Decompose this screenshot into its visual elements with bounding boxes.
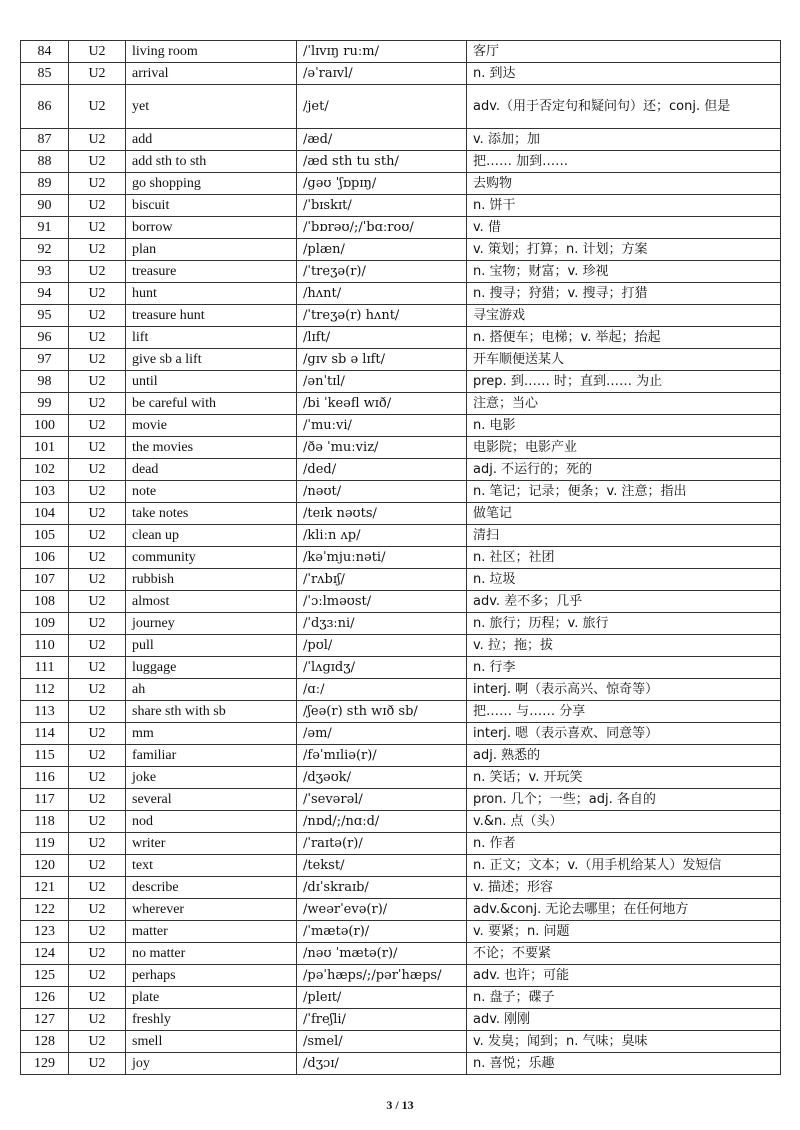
entry-number: 128 [21, 1031, 69, 1053]
entry-phonetic: /nəʊt/ [297, 481, 467, 503]
entry-number: 127 [21, 1009, 69, 1031]
entry-unit: U2 [69, 833, 126, 855]
entry-word: several [126, 789, 297, 811]
table-row [21, 569, 781, 591]
entry-number: 91 [21, 217, 69, 239]
table-row [21, 195, 781, 217]
table-row [21, 481, 781, 503]
table-row [21, 547, 781, 569]
table-row [21, 921, 781, 943]
entry-meaning: adj. 不运行的；死的 [467, 459, 781, 481]
entry-word: joy [126, 1053, 297, 1075]
entry-word: clean up [126, 525, 297, 547]
entry-meaning: n. 喜悦；乐趣 [467, 1053, 781, 1075]
entry-number: 99 [21, 393, 69, 415]
entry-unit: U2 [69, 855, 126, 877]
entry-phonetic: /ˈbɪskɪt/ [297, 195, 467, 217]
entry-meaning: 不论；不要紧 [467, 943, 781, 965]
table-row [21, 657, 781, 679]
entry-phonetic: /ðə ˈmuːviz/ [297, 437, 467, 459]
entry-meaning: 开车顺便送某人 [467, 349, 781, 371]
entry-unit: U2 [69, 921, 126, 943]
entry-meaning: n. 行李 [467, 657, 781, 679]
table-row [21, 503, 781, 525]
entry-phonetic: /ˈmætə(r)/ [297, 921, 467, 943]
entry-word: lift [126, 327, 297, 349]
entry-meaning: v. 添加；加 [467, 129, 781, 151]
entry-word: add [126, 129, 297, 151]
entry-meaning: pron. 几个；一些；adj. 各自的 [467, 789, 781, 811]
entry-phonetic: /nəʊ ˈmætə(r)/ [297, 943, 467, 965]
entry-unit: U2 [69, 283, 126, 305]
entry-number: 103 [21, 481, 69, 503]
entry-phonetic: /tekst/ [297, 855, 467, 877]
entry-unit: U2 [69, 261, 126, 283]
entry-phonetic: /ˈraɪtə(r)/ [297, 833, 467, 855]
entry-word: add sth to sth [126, 151, 297, 173]
table-row [21, 789, 781, 811]
entry-phonetic: /bi ˈkeəfl wɪð/ [297, 393, 467, 415]
entry-phonetic: /ˈbɒrəʊ/;/ˈbɑːroʊ/ [297, 217, 467, 239]
entry-word: treasure [126, 261, 297, 283]
entry-number: 92 [21, 239, 69, 261]
table-row [21, 129, 781, 151]
entry-phonetic: /kliːn ʌp/ [297, 525, 467, 547]
entry-unit: U2 [69, 151, 126, 173]
entry-meaning: n. 搭便车；电梯；v. 举起；抬起 [467, 327, 781, 349]
entry-number: 87 [21, 129, 69, 151]
entry-phonetic: /æd/ [297, 129, 467, 151]
table-row [21, 855, 781, 877]
entry-word: community [126, 547, 297, 569]
entry-meaning: adv. 差不多；几乎 [467, 591, 781, 613]
entry-word: give sb a lift [126, 349, 297, 371]
entry-phonetic: /dɪˈskraɪb/ [297, 877, 467, 899]
entry-unit: U2 [69, 1053, 126, 1075]
entry-meaning: adv.（用于否定句和疑问句）还；conj. 但是 [467, 85, 781, 129]
entry-meaning: 做笔记 [467, 503, 781, 525]
vocabulary-table [20, 40, 781, 1075]
table-row [21, 393, 781, 415]
table-row [21, 767, 781, 789]
table-row [21, 437, 781, 459]
table-row [21, 85, 781, 129]
entry-unit: U2 [69, 437, 126, 459]
entry-word: hunt [126, 283, 297, 305]
entry-unit: U2 [69, 1009, 126, 1031]
entry-phonetic: /ˈdʒɜːni/ [297, 613, 467, 635]
table-row [21, 899, 781, 921]
table-row [21, 1031, 781, 1053]
entry-meaning: 电影院；电影产业 [467, 437, 781, 459]
entry-meaning: adj. 熟悉的 [467, 745, 781, 767]
entry-word: biscuit [126, 195, 297, 217]
table-row [21, 965, 781, 987]
entry-meaning: adv.&conj. 无论去哪里；在任何地方 [467, 899, 781, 921]
entry-meaning: n. 笔记；记录；便条；v. 注意；指出 [467, 481, 781, 503]
table-row [21, 371, 781, 393]
entry-meaning: 注意；当心 [467, 393, 781, 415]
entry-phonetic: /smel/ [297, 1031, 467, 1053]
entry-number: 89 [21, 173, 69, 195]
entry-word: pull [126, 635, 297, 657]
entry-word: writer [126, 833, 297, 855]
entry-unit: U2 [69, 569, 126, 591]
table-row [21, 525, 781, 547]
entry-number: 86 [21, 85, 69, 129]
entry-number: 108 [21, 591, 69, 613]
entry-number: 90 [21, 195, 69, 217]
entry-word: describe [126, 877, 297, 899]
entry-word: treasure hunt [126, 305, 297, 327]
entry-meaning: n. 旅行；历程；v. 旅行 [467, 613, 781, 635]
entry-number: 122 [21, 899, 69, 921]
entry-unit: U2 [69, 547, 126, 569]
entry-phonetic: /ˈrʌbɪʃ/ [297, 569, 467, 591]
entry-number: 123 [21, 921, 69, 943]
entry-number: 111 [21, 657, 69, 679]
entry-unit: U2 [69, 393, 126, 415]
entry-meaning: 寻宝游戏 [467, 305, 781, 327]
entry-unit: U2 [69, 481, 126, 503]
table-row [21, 1009, 781, 1031]
entry-phonetic: /pəˈhæps/;/pərˈhæps/ [297, 965, 467, 987]
entry-unit: U2 [69, 591, 126, 613]
entry-unit: U2 [69, 195, 126, 217]
entry-unit: U2 [69, 459, 126, 481]
entry-word: text [126, 855, 297, 877]
entry-meaning: v. 拉；拖；拔 [467, 635, 781, 657]
table-row [21, 877, 781, 899]
entry-unit: U2 [69, 811, 126, 833]
entry-unit: U2 [69, 415, 126, 437]
entry-phonetic: /ənˈtɪl/ [297, 371, 467, 393]
entry-meaning: v. 借 [467, 217, 781, 239]
entry-meaning: adv. 也许；可能 [467, 965, 781, 987]
entry-word: journey [126, 613, 297, 635]
entry-number: 112 [21, 679, 69, 701]
entry-unit: U2 [69, 899, 126, 921]
entry-word: be careful with [126, 393, 297, 415]
entry-number: 121 [21, 877, 69, 899]
table-row [21, 41, 781, 63]
entry-meaning: n. 到达 [467, 63, 781, 85]
entry-number: 113 [21, 701, 69, 723]
entry-word: borrow [126, 217, 297, 239]
entry-meaning: interj. 嗯（表示喜欢、同意等） [467, 723, 781, 745]
entry-meaning: v. 策划；打算；n. 计划；方案 [467, 239, 781, 261]
table-row [21, 613, 781, 635]
entry-word: no matter [126, 943, 297, 965]
entry-phonetic: /dʒəʊk/ [297, 767, 467, 789]
entry-word: plan [126, 239, 297, 261]
entry-meaning: n. 正文；文本；v.（用手机给某人）发短信 [467, 855, 781, 877]
entry-phonetic: /hʌnt/ [297, 283, 467, 305]
entry-number: 125 [21, 965, 69, 987]
entry-meaning: v.&n. 点（头） [467, 811, 781, 833]
entry-word: matter [126, 921, 297, 943]
entry-meaning: 去购物 [467, 173, 781, 195]
entry-phonetic: /ˈɔːlməʊst/ [297, 591, 467, 613]
table-row [21, 151, 781, 173]
entry-word: take notes [126, 503, 297, 525]
entry-number: 94 [21, 283, 69, 305]
entry-word: until [126, 371, 297, 393]
entry-number: 107 [21, 569, 69, 591]
entry-word: mm [126, 723, 297, 745]
entry-unit: U2 [69, 657, 126, 679]
entry-word: luggage [126, 657, 297, 679]
entry-meaning: 清扫 [467, 525, 781, 547]
entry-unit: U2 [69, 85, 126, 129]
table-row [21, 261, 781, 283]
table-row [21, 305, 781, 327]
entry-phonetic: /ɑː/ [297, 679, 467, 701]
entry-phonetic: /teɪk nəʊts/ [297, 503, 467, 525]
entry-unit: U2 [69, 987, 126, 1009]
entry-word: almost [126, 591, 297, 613]
table-row [21, 217, 781, 239]
entry-phonetic: /əm/ [297, 723, 467, 745]
entry-meaning: adv. 刚刚 [467, 1009, 781, 1031]
entry-meaning: n. 电影 [467, 415, 781, 437]
entry-number: 95 [21, 305, 69, 327]
entry-phonetic: /əˈraɪvl/ [297, 63, 467, 85]
entry-unit: U2 [69, 635, 126, 657]
entry-number: 85 [21, 63, 69, 85]
entry-number: 110 [21, 635, 69, 657]
entry-number: 126 [21, 987, 69, 1009]
entry-meaning: n. 社区；社团 [467, 547, 781, 569]
entry-phonetic: /ded/ [297, 459, 467, 481]
entry-unit: U2 [69, 701, 126, 723]
entry-phonetic: /pleɪt/ [297, 987, 467, 1009]
entry-number: 118 [21, 811, 69, 833]
entry-word: share sth with sb [126, 701, 297, 723]
entry-word: plate [126, 987, 297, 1009]
entry-word: the movies [126, 437, 297, 459]
entry-unit: U2 [69, 679, 126, 701]
entry-word: smell [126, 1031, 297, 1053]
entry-number: 124 [21, 943, 69, 965]
table-row [21, 63, 781, 85]
table-row [21, 745, 781, 767]
entry-unit: U2 [69, 173, 126, 195]
entry-unit: U2 [69, 965, 126, 987]
entry-number: 98 [21, 371, 69, 393]
entry-number: 101 [21, 437, 69, 459]
entry-unit: U2 [69, 789, 126, 811]
entry-phonetic: /weərˈevə(r)/ [297, 899, 467, 921]
entry-phonetic: /ˈtreʒə(r) hʌnt/ [297, 305, 467, 327]
entry-unit: U2 [69, 129, 126, 151]
entry-word: joke [126, 767, 297, 789]
entry-word: living room [126, 41, 297, 63]
table-row [21, 679, 781, 701]
entry-word: freshly [126, 1009, 297, 1031]
entry-number: 106 [21, 547, 69, 569]
entry-number: 84 [21, 41, 69, 63]
page-number: 3 / 13 [386, 1098, 414, 1112]
table-row [21, 811, 781, 833]
entry-meaning: 客厅 [467, 41, 781, 63]
entry-number: 117 [21, 789, 69, 811]
entry-unit: U2 [69, 525, 126, 547]
entry-phonetic: /fəˈmɪliə(r)/ [297, 745, 467, 767]
entry-word: go shopping [126, 173, 297, 195]
entry-meaning: n. 饼干 [467, 195, 781, 217]
vocabulary-table-body [21, 41, 781, 1075]
entry-word: movie [126, 415, 297, 437]
entry-meaning: interj. 啊（表示高兴、惊奇等） [467, 679, 781, 701]
entry-number: 116 [21, 767, 69, 789]
entry-word: arrival [126, 63, 297, 85]
entry-meaning: prep. 到…… 时；直到…… 为止 [467, 371, 781, 393]
entry-phonetic: /plæn/ [297, 239, 467, 261]
entry-unit: U2 [69, 41, 126, 63]
entry-meaning: 把…… 加到…… [467, 151, 781, 173]
entry-number: 120 [21, 855, 69, 877]
entry-meaning: v. 发臭；闻到；n. 气味；臭味 [467, 1031, 781, 1053]
entry-number: 114 [21, 723, 69, 745]
table-row [21, 833, 781, 855]
table-row [21, 987, 781, 1009]
entry-meaning: n. 作者 [467, 833, 781, 855]
entry-unit: U2 [69, 877, 126, 899]
entry-phonetic: /nɒd/;/nɑːd/ [297, 811, 467, 833]
entry-phonetic: /kəˈmjuːnəti/ [297, 547, 467, 569]
entry-phonetic: /ˈsevərəl/ [297, 789, 467, 811]
entry-phonetic: /jet/ [297, 85, 467, 129]
table-row [21, 591, 781, 613]
entry-word: rubbish [126, 569, 297, 591]
entry-number: 100 [21, 415, 69, 437]
entry-number: 119 [21, 833, 69, 855]
entry-unit: U2 [69, 349, 126, 371]
entry-phonetic: /dʒɔɪ/ [297, 1053, 467, 1075]
entry-phonetic: /ˈlɪvɪŋ ruːm/ [297, 41, 467, 63]
entry-meaning: 把…… 与…… 分享 [467, 701, 781, 723]
table-row [21, 701, 781, 723]
entry-unit: U2 [69, 327, 126, 349]
entry-meaning: n. 搜寻；狩猎；v. 搜寻；打猎 [467, 283, 781, 305]
table-row [21, 459, 781, 481]
entry-unit: U2 [69, 1031, 126, 1053]
entry-number: 115 [21, 745, 69, 767]
entry-meaning: n. 笑话；v. 开玩笑 [467, 767, 781, 789]
entry-number: 105 [21, 525, 69, 547]
table-row [21, 283, 781, 305]
entry-word: perhaps [126, 965, 297, 987]
table-row [21, 327, 781, 349]
entry-unit: U2 [69, 239, 126, 261]
entry-word: ah [126, 679, 297, 701]
entry-number: 109 [21, 613, 69, 635]
entry-word: yet [126, 85, 297, 129]
entry-number: 129 [21, 1053, 69, 1075]
table-row [21, 349, 781, 371]
entry-unit: U2 [69, 217, 126, 239]
entry-phonetic: /lɪft/ [297, 327, 467, 349]
entry-unit: U2 [69, 305, 126, 327]
entry-number: 102 [21, 459, 69, 481]
entry-meaning: n. 垃圾 [467, 569, 781, 591]
entry-unit: U2 [69, 613, 126, 635]
entry-unit: U2 [69, 371, 126, 393]
entry-meaning: v. 描述；形容 [467, 877, 781, 899]
entry-meaning: v. 要紧；n. 问题 [467, 921, 781, 943]
entry-phonetic: /ˈlʌɡɪdʒ/ [297, 657, 467, 679]
entry-number: 93 [21, 261, 69, 283]
table-row [21, 1053, 781, 1075]
entry-unit: U2 [69, 723, 126, 745]
entry-meaning: n. 盘子；碟子 [467, 987, 781, 1009]
entry-phonetic: /ˈmuːvi/ [297, 415, 467, 437]
table-row [21, 415, 781, 437]
entry-phonetic: /pʊl/ [297, 635, 467, 657]
entry-phonetic: /ʃeə(r) sth wɪð sb/ [297, 701, 467, 723]
entry-unit: U2 [69, 745, 126, 767]
entry-phonetic: /ɡəʊ ˈʃɒpɪŋ/ [297, 173, 467, 195]
entry-meaning: n. 宝物；财富；v. 珍视 [467, 261, 781, 283]
entry-phonetic: /æd sth tu sth/ [297, 151, 467, 173]
entry-phonetic: /ˈfreʃli/ [297, 1009, 467, 1031]
entry-word: wherever [126, 899, 297, 921]
table-row [21, 173, 781, 195]
entry-word: nod [126, 811, 297, 833]
entry-word: dead [126, 459, 297, 481]
table-row [21, 943, 781, 965]
entry-phonetic: /ɡɪv sb ə lɪft/ [297, 349, 467, 371]
entry-unit: U2 [69, 63, 126, 85]
entry-unit: U2 [69, 767, 126, 789]
entry-word: familiar [126, 745, 297, 767]
table-row [21, 723, 781, 745]
entry-word: note [126, 481, 297, 503]
table-row [21, 635, 781, 657]
entry-number: 96 [21, 327, 69, 349]
entry-phonetic: /ˈtreʒə(r)/ [297, 261, 467, 283]
table-row [21, 239, 781, 261]
entry-number: 88 [21, 151, 69, 173]
entry-unit: U2 [69, 503, 126, 525]
entry-unit: U2 [69, 943, 126, 965]
entry-number: 97 [21, 349, 69, 371]
entry-number: 104 [21, 503, 69, 525]
